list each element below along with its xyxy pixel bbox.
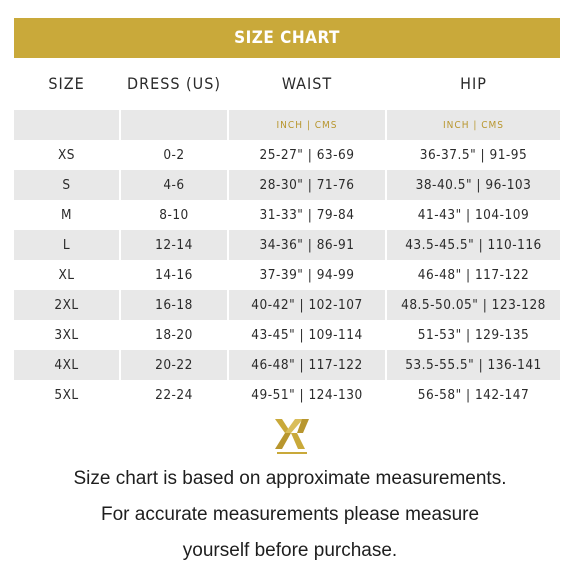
table-header-row [14,66,560,100]
footer-line-2: For accurate measurements please measure [100,504,480,525]
header-size: SIZE [48,73,85,93]
kk-logo-icon [271,417,313,459]
waist-units: INCH | CMS [276,119,338,131]
table-row [14,350,560,380]
cell-size: M [61,207,72,223]
cell-size: 3XL [54,327,79,343]
table-row [14,170,560,200]
cell-dress: 8-10 [159,207,189,223]
cell-waist: 43-45" | 109-114 [251,327,363,343]
cell-waist: 37-39" | 94-99 [259,267,355,283]
cell-hip: 48.5-50.05" | 123-128 [401,297,546,313]
hip-units: INCH | CMS [443,119,504,131]
cell-hip: 36-37.5" | 91-95 [419,147,528,163]
cell-waist: 25-27" | 63-69 [259,147,355,163]
table-row [14,290,560,320]
table-row [14,200,560,230]
table-row [14,140,560,170]
size-table [14,110,560,410]
cell-dress: 12-14 [155,237,193,253]
cell-dress: 0-2 [163,147,185,163]
cell-dress: 18-20 [155,327,193,343]
cell-hip: 38-40.5" | 96-103 [415,177,532,193]
table-row [14,230,560,260]
cell-size: L [62,237,71,253]
table-row [14,260,560,290]
table-row [14,320,560,350]
banner-title: SIZE CHART [234,28,340,48]
footer-line-1: Size chart is based on approximate measurements. [73,468,507,489]
cell-dress: 14-16 [155,267,193,283]
cell-dress: 16-18 [155,297,193,313]
footer-line-3: yourself before purchase. [182,540,398,561]
cell-waist: 28-30" | 71-76 [259,177,355,193]
units-row [14,110,560,140]
cell-waist: 40-42" | 102-107 [251,297,363,313]
cell-hip: 56-58" | 142-147 [417,387,530,403]
header-waist: WAIST [281,73,333,93]
cell-size: 5XL [54,387,79,403]
cell-dress: 4-6 [163,177,185,193]
cell-hip: 51-53" | 129-135 [417,327,530,343]
cell-size: 2XL [54,297,79,313]
cell-size: 4XL [54,357,79,373]
column-divider [227,110,229,410]
cell-waist: 46-48" | 117-122 [251,357,363,373]
column-divider [119,110,121,410]
cell-hip: 41-43" | 104-109 [417,207,530,223]
column-divider [385,110,387,410]
cell-hip: 46-48" | 117-122 [417,267,530,283]
cell-dress: 22-24 [155,387,193,403]
cell-waist: 34-36" | 86-91 [259,237,355,253]
cell-hip: 43.5-45.5" | 110-116 [405,237,542,253]
cell-size: XL [58,267,75,283]
size-chart-banner [14,18,560,58]
header-hip: HIP [460,73,487,93]
cell-waist: 49-51" | 124-130 [251,387,363,403]
cell-hip: 53.5-55.5" | 136-141 [405,357,542,373]
cell-size: XS [57,147,76,163]
cell-dress: 20-22 [155,357,193,373]
header-dress: DRESS (US) [127,73,221,93]
table-row [14,380,560,410]
cell-waist: 31-33" | 79-84 [259,207,355,223]
cell-size: S [62,177,71,193]
